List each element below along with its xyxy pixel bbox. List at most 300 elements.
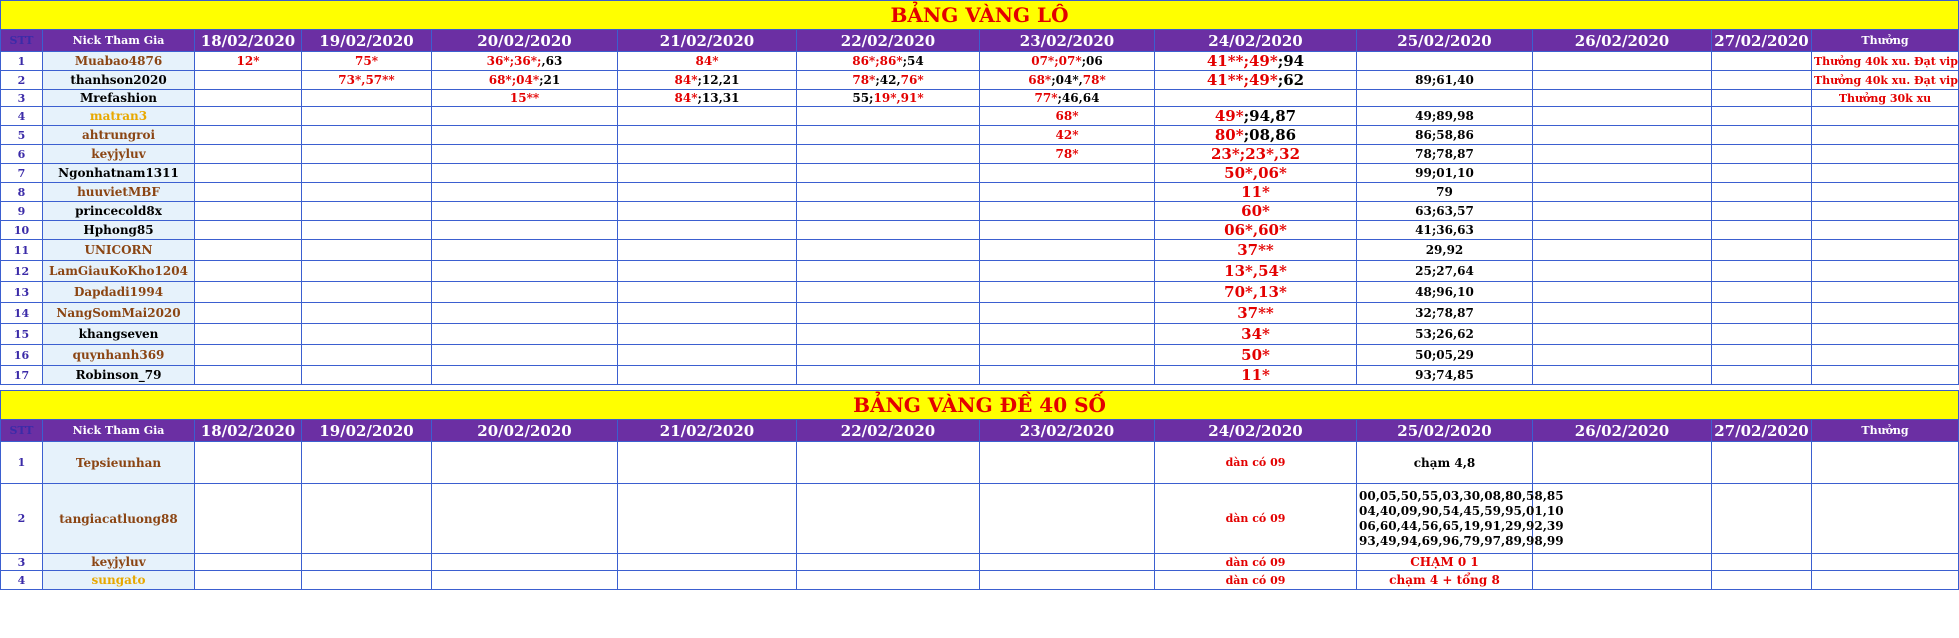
row-result-cell: [1712, 324, 1812, 345]
row-result-cell: [618, 90, 797, 107]
row-result-cell: [1533, 303, 1712, 324]
row-result-cell: [195, 442, 302, 484]
header-date: 26/02/2020: [1533, 30, 1712, 52]
de-header-row: [1, 420, 1959, 442]
row-result-cell: [195, 345, 302, 366]
lo-table-title: BẢNG VÀNG LÔ: [1, 1, 1959, 30]
row-result-cell: [432, 345, 618, 366]
table-row: [1, 554, 1959, 571]
row-result-cell: [1357, 164, 1533, 183]
row-result-cell: [195, 183, 302, 202]
row-result-cell: [980, 164, 1155, 183]
row-result-cell: [1155, 164, 1357, 183]
row-result-cell: [432, 90, 618, 107]
row-result-cell: [980, 554, 1155, 571]
row-result-cell: [1357, 324, 1533, 345]
row-result-cell: dàn có 09: [1155, 484, 1357, 554]
row-result-cell: [618, 107, 797, 126]
result-text: 78;78,87: [1415, 147, 1474, 161]
row-result-cell: [302, 571, 432, 590]
row-bonus: [1812, 107, 1959, 126]
row-result-cell: [1712, 484, 1812, 554]
row-result-cell: [980, 442, 1155, 484]
row-result-cell: [797, 345, 980, 366]
result-text: 07*;07*: [1031, 54, 1082, 68]
table-row: [1, 202, 1959, 221]
result-text: 41**;49*: [1206, 71, 1278, 89]
row-bonus: [1812, 282, 1959, 303]
row-result-cell: CHẠM 0 1: [1357, 554, 1533, 571]
row-nick: tangiacatluong88: [43, 484, 195, 554]
result-text: 84*: [674, 91, 698, 105]
row-result-cell: [1357, 282, 1533, 303]
row-result-cell: [302, 484, 432, 554]
row-result-cell: [195, 324, 302, 345]
table-row: [1, 52, 1959, 71]
row-result-cell: [1533, 90, 1712, 107]
header-date: 19/02/2020: [302, 420, 432, 442]
result-text: 41;36,63: [1415, 223, 1474, 237]
row-nick: Dapdadi1994: [43, 282, 195, 303]
result-text: 93;74,85: [1415, 368, 1474, 382]
row-result-cell: [1357, 303, 1533, 324]
row-result-cell: [1357, 345, 1533, 366]
row-result-cell: [1357, 366, 1533, 385]
result-text: 42*: [1055, 128, 1079, 142]
row-result-cell: [797, 164, 980, 183]
row-result-cell: [1357, 183, 1533, 202]
row-result-cell: [1712, 282, 1812, 303]
result-text: 49*: [1214, 107, 1244, 125]
row-result-cell: [980, 183, 1155, 202]
row-result-cell: [980, 303, 1155, 324]
result-text: ;04*,: [1051, 73, 1083, 87]
table-row: [1, 366, 1959, 385]
row-result-cell: [1533, 183, 1712, 202]
row-result-cell: [1533, 164, 1712, 183]
result-text: 68*: [1028, 73, 1052, 87]
row-stt: 8: [1, 183, 43, 202]
row-bonus: [1812, 164, 1959, 183]
header-date: 20/02/2020: [432, 420, 618, 442]
row-result-cell: [618, 202, 797, 221]
row-stt: 4: [1, 571, 43, 590]
result-text: 84*: [695, 54, 719, 68]
result-text: ;62: [1277, 71, 1305, 89]
row-result-cell: [797, 126, 980, 145]
result-text: 11*: [1241, 183, 1270, 201]
row-result-cell: [195, 571, 302, 590]
row-result-cell: [1357, 221, 1533, 240]
table-row: [1, 240, 1959, 261]
row-result-cell: [302, 202, 432, 221]
row-result-cell: [1533, 324, 1712, 345]
header-nick: Nick Tham Gia: [43, 420, 195, 442]
row-result-cell: [797, 303, 980, 324]
row-stt: 13: [1, 282, 43, 303]
row-result-cell: [302, 303, 432, 324]
result-text: 36*;36*;: [486, 54, 542, 68]
result-text: 15**: [509, 91, 540, 105]
result-text: ;94,87: [1243, 107, 1297, 125]
row-result-cell: [195, 240, 302, 261]
row-result-cell: dàn có 09: [1155, 571, 1357, 590]
result-text: ;13,31: [697, 91, 740, 105]
row-result-cell: [618, 366, 797, 385]
row-result-cell: dàn có 09: [1155, 442, 1357, 484]
row-result-cell: [1357, 261, 1533, 282]
row-result-cell: [618, 126, 797, 145]
row-result-cell: [432, 554, 618, 571]
header-date: 20/02/2020: [432, 30, 618, 52]
row-result-cell: [195, 126, 302, 145]
result-text: 19*,91*: [873, 91, 924, 105]
header-date: 22/02/2020: [797, 30, 980, 52]
row-stt: 16: [1, 345, 43, 366]
row-result-cell: [195, 164, 302, 183]
result-text: 89;61,40: [1415, 73, 1474, 87]
row-result-cell: [618, 324, 797, 345]
row-result-cell: [432, 261, 618, 282]
header-stt: STT: [1, 420, 43, 442]
result-text: 86*;86*: [852, 54, 903, 68]
row-stt: 3: [1, 90, 43, 107]
row-result-cell: [432, 221, 618, 240]
row-result-cell: [797, 571, 980, 590]
row-result-cell: [302, 107, 432, 126]
row-stt: 3: [1, 554, 43, 571]
table-row: [1, 261, 1959, 282]
row-result-cell: [980, 261, 1155, 282]
row-result-cell: [980, 71, 1155, 90]
row-result-cell: [195, 71, 302, 90]
row-nick: matran3: [43, 107, 195, 126]
header-date: 27/02/2020: [1712, 30, 1812, 52]
row-result-cell: [1712, 202, 1812, 221]
result-line: 00,05,50,55,03,30,08,80,58,85: [1359, 488, 1564, 503]
result-text: 79: [1436, 185, 1453, 199]
header-date: 23/02/2020: [980, 30, 1155, 52]
row-result-cell: [1712, 240, 1812, 261]
header-date: 25/02/2020: [1357, 30, 1533, 52]
row-result-cell: [195, 303, 302, 324]
row-result-cell: [1533, 571, 1712, 590]
row-result-cell: [302, 345, 432, 366]
row-result-cell: [1155, 261, 1357, 282]
row-result-cell: [1712, 90, 1812, 107]
row-nick: princecold8x: [43, 202, 195, 221]
table-row: [1, 126, 1959, 145]
result-text: 78*: [852, 73, 876, 87]
header-date: 21/02/2020: [618, 420, 797, 442]
header-date: 18/02/2020: [195, 30, 302, 52]
row-result-cell: [195, 282, 302, 303]
row-nick: NangSomMai2020: [43, 303, 195, 324]
row-result-cell: [797, 90, 980, 107]
result-text: 11*: [1241, 366, 1270, 384]
row-result-cell: [797, 282, 980, 303]
row-result-cell: [1533, 52, 1712, 71]
row-result-cell: [797, 202, 980, 221]
row-result-cell: [797, 145, 980, 164]
row-nick: UNICORN: [43, 240, 195, 261]
row-result-cell: [195, 554, 302, 571]
row-result-cell: [618, 164, 797, 183]
row-bonus: Thưởng 30k xu: [1812, 90, 1959, 107]
header-date: 23/02/2020: [980, 420, 1155, 442]
row-bonus: [1812, 145, 1959, 164]
row-result-cell: [980, 366, 1155, 385]
row-bonus: [1812, 571, 1959, 590]
row-result-cell: [618, 183, 797, 202]
result-text: ;54: [902, 54, 924, 68]
row-bonus: [1812, 345, 1959, 366]
row-nick: Tepsieunhan: [43, 442, 195, 484]
row-result-cell: [432, 240, 618, 261]
row-result-cell: [432, 366, 618, 385]
row-nick: Hphong85: [43, 221, 195, 240]
row-nick: thanhson2020: [43, 71, 195, 90]
row-result-cell: [302, 366, 432, 385]
table-row: [1, 90, 1959, 107]
row-result-cell: [980, 571, 1155, 590]
row-bonus: Thưởng 40k xu. Đạt vip: [1812, 52, 1959, 71]
result-text: ;46,64: [1057, 91, 1100, 105]
header-nick: Nick Tham Gia: [43, 30, 195, 52]
header-date: 21/02/2020: [618, 30, 797, 52]
result-text: 41**;49*: [1206, 52, 1278, 70]
result-text: ;21: [539, 73, 561, 87]
row-result-cell: [1712, 303, 1812, 324]
row-result-cell: [1357, 126, 1533, 145]
row-result-cell: [1155, 126, 1357, 145]
row-result-cell: [195, 366, 302, 385]
row-stt: 7: [1, 164, 43, 183]
row-result-cell: [432, 442, 618, 484]
result-text: 86;58,86: [1415, 128, 1474, 142]
row-result-cell: [1712, 183, 1812, 202]
row-result-cell: [302, 221, 432, 240]
row-nick: keyjyluv: [43, 145, 195, 164]
result-text: 63;63,57: [1415, 204, 1474, 218]
row-result-cell: [1533, 107, 1712, 126]
row-result-cell: [980, 221, 1155, 240]
row-result-cell: [432, 183, 618, 202]
row-result-cell: [797, 107, 980, 126]
result-text: 50*: [1241, 346, 1270, 364]
row-result-cell: [1155, 240, 1357, 261]
table-row: [1, 324, 1959, 345]
table-row: [1, 442, 1959, 484]
row-result-cell: [195, 221, 302, 240]
row-stt: 15: [1, 324, 43, 345]
lo-table: [1, 1, 1959, 385]
row-nick: ahtrungroi: [43, 126, 195, 145]
row-nick: keyjyluv: [43, 554, 195, 571]
row-result-cell: [195, 261, 302, 282]
row-result-cell: [618, 303, 797, 324]
row-bonus: [1812, 303, 1959, 324]
row-stt: 17: [1, 366, 43, 385]
row-result-cell: [432, 126, 618, 145]
row-result-cell: [1155, 221, 1357, 240]
row-result-cell: chạm 4 + tổng 8: [1357, 571, 1533, 590]
row-stt: 4: [1, 107, 43, 126]
header-date: 25/02/2020: [1357, 420, 1533, 442]
row-result-cell: [1712, 145, 1812, 164]
table-row: [1, 484, 1959, 554]
de-table: [1, 391, 1959, 590]
row-result-cell: [302, 183, 432, 202]
lo-header-row: [1, 30, 1959, 52]
row-result-cell: [618, 52, 797, 71]
row-result-cell: [797, 324, 980, 345]
row-result-cell: [797, 240, 980, 261]
row-bonus: [1812, 484, 1959, 554]
table-row: [1, 183, 1959, 202]
row-nick: Ngonhatnam1311: [43, 164, 195, 183]
row-result-cell: [618, 554, 797, 571]
row-result-cell: [1357, 90, 1533, 107]
result-text: 78*: [1055, 147, 1079, 161]
row-result-cell: [980, 90, 1155, 107]
de-table-title: BẢNG VÀNG ĐỀ 40 SỐ: [1, 391, 1959, 420]
row-result-cell: chạm 4,8: [1357, 442, 1533, 484]
row-nick: Mrefashion: [43, 90, 195, 107]
row-result-cell: [618, 71, 797, 90]
result-text: 29,92: [1425, 243, 1464, 257]
result-text: 23*;23*,32: [1210, 145, 1301, 163]
result-text: 13*,54*: [1224, 262, 1287, 280]
header-date: 26/02/2020: [1533, 420, 1712, 442]
row-result-cell: [1712, 126, 1812, 145]
row-stt: 2: [1, 71, 43, 90]
row-bonus: [1812, 221, 1959, 240]
result-text: 84*: [674, 73, 698, 87]
row-result-cell: [980, 324, 1155, 345]
row-result-cell: [1357, 240, 1533, 261]
row-result-cell: [1712, 221, 1812, 240]
row-stt: 9: [1, 202, 43, 221]
row-result-cell: [1155, 366, 1357, 385]
result-text: 32;78,87: [1415, 306, 1474, 320]
row-result-cell: [618, 221, 797, 240]
row-result-cell: [980, 107, 1155, 126]
result-text: ;06: [1081, 54, 1103, 68]
row-result-cell: [797, 221, 980, 240]
row-result-cell: [980, 484, 1155, 554]
row-bonus: [1812, 202, 1959, 221]
result-line: 06,60,44,56,65,19,91,29,92,39: [1359, 518, 1564, 533]
row-result-cell: [1155, 90, 1357, 107]
row-result-cell: [1533, 240, 1712, 261]
result-text: 77*: [1034, 91, 1058, 105]
table-row: [1, 164, 1959, 183]
row-result-cell: [1533, 202, 1712, 221]
row-result-cell: [1155, 303, 1357, 324]
result-text: 49;89,98: [1415, 109, 1474, 123]
table-row: [1, 345, 1959, 366]
row-stt: 2: [1, 484, 43, 554]
row-nick: huuvietMBF: [43, 183, 195, 202]
row-stt: 6: [1, 145, 43, 164]
header-stt: STT: [1, 30, 43, 52]
result-text: 78*: [1082, 73, 1106, 87]
result-text: 76*: [900, 73, 924, 87]
result-text: 75*: [355, 54, 378, 68]
row-result-cell: [1155, 324, 1357, 345]
row-result-cell: [432, 324, 618, 345]
row-result-cell: [1155, 202, 1357, 221]
row-result-cell: [618, 240, 797, 261]
row-result-cell: [980, 126, 1155, 145]
row-result-cell: [618, 261, 797, 282]
row-result-cell: [195, 90, 302, 107]
table-row: [1, 303, 1959, 324]
result-text: 73*,57**: [338, 73, 395, 87]
row-bonus: Thưởng 40k xu. Đạt vip: [1812, 71, 1959, 90]
row-result-cell: [797, 71, 980, 90]
result-text: 34*: [1241, 325, 1270, 343]
header-date: 18/02/2020: [195, 420, 302, 442]
row-result-cell: [432, 303, 618, 324]
header-date: 27/02/2020: [1712, 420, 1812, 442]
row-result-cell: [797, 52, 980, 71]
row-result-cell: [432, 71, 618, 90]
row-result-cell: [432, 202, 618, 221]
row-result-cell: [980, 145, 1155, 164]
row-result-cell: [1712, 571, 1812, 590]
row-result-cell: [302, 554, 432, 571]
result-text: 37**: [1237, 304, 1274, 322]
row-result-cell: [1533, 71, 1712, 90]
row-nick: Muabao4876: [43, 52, 195, 71]
row-result-cell: [1712, 164, 1812, 183]
result-text: ;42,: [875, 73, 901, 87]
row-result-cell: [618, 145, 797, 164]
table-row: [1, 282, 1959, 303]
result-text: ,63: [541, 54, 563, 68]
row-result-cell: [1533, 126, 1712, 145]
row-result-cell: [618, 571, 797, 590]
result-text: ;08,86: [1243, 126, 1297, 144]
row-result-cell: [1712, 107, 1812, 126]
row-result-cell: [618, 345, 797, 366]
row-bonus: [1812, 240, 1959, 261]
row-result-cell: dàn có 09: [1155, 554, 1357, 571]
row-result-cell: [302, 442, 432, 484]
table-row: [1, 107, 1959, 126]
header-date: 24/02/2020: [1155, 30, 1357, 52]
row-bonus: [1812, 324, 1959, 345]
row-result-cell: [1357, 71, 1533, 90]
table-row: [1, 71, 1959, 90]
row-result-cell: [980, 52, 1155, 71]
row-result-cell: [1357, 484, 1564, 554]
row-result-cell: [797, 554, 980, 571]
row-result-cell: [618, 442, 797, 484]
row-result-cell: [1712, 52, 1812, 71]
row-result-cell: [1357, 202, 1533, 221]
row-result-cell: [1155, 145, 1357, 164]
row-result-cell: [432, 282, 618, 303]
row-result-cell: [1155, 345, 1357, 366]
row-result-cell: [1155, 183, 1357, 202]
row-result-cell: [1533, 282, 1712, 303]
table-row: [1, 571, 1959, 590]
row-result-cell: [797, 366, 980, 385]
row-stt: 1: [1, 52, 43, 71]
